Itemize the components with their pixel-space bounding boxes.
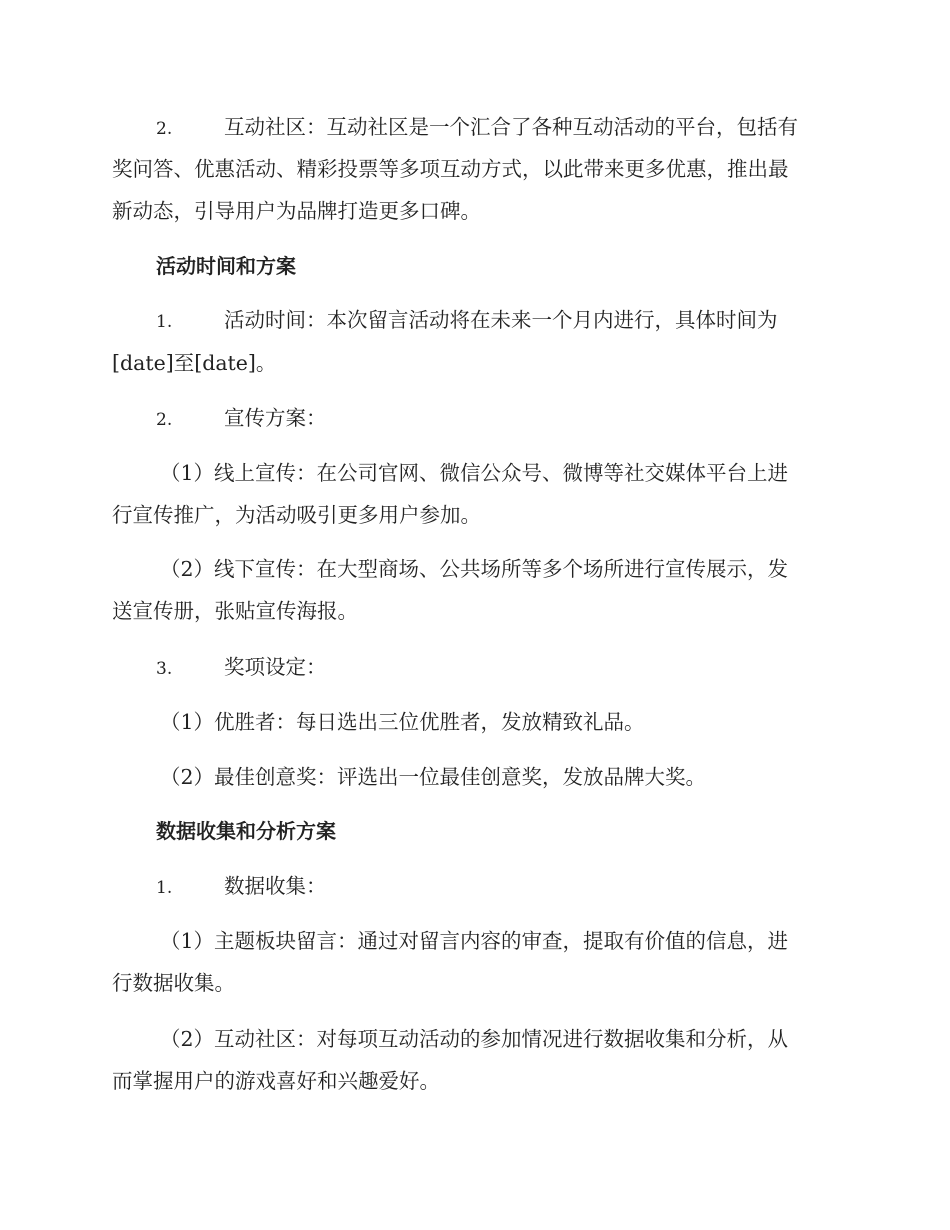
list-item-text: 数据收集：	[224, 874, 327, 898]
list-item-text: 互动社区：互动社区是一个汇合了各种互动活动的平台，包括有	[224, 115, 798, 139]
list-item	[156, 106, 838, 151]
sub-item: （2）线下宣传：在大型商场、公共场所等多个场所进行宣传展示，发	[160, 557, 789, 581]
list-item-text: 奖项设定：	[224, 655, 327, 679]
list-item-text: 活动时间：本次留言活动将在未来一个月内进行，具体时间为	[224, 308, 778, 332]
list-item	[156, 646, 838, 691]
paragraph-line: 送宣传册，张贴宣传海报。	[112, 599, 358, 623]
sub-item: （2）互动社区：对每项互动活动的参加情况进行数据收集和分析，从	[160, 1027, 789, 1051]
list-number: 1.	[156, 878, 173, 898]
list-item-text: 宣传方案：	[224, 406, 327, 430]
paragraph-line: 奖问答、优惠活动、精彩投票等多项互动方式，以此带来更多优惠，推出最	[112, 157, 789, 181]
paragraph-line: 新动态，引导用户为品牌打造更多口碑。	[112, 199, 481, 223]
sub-item: （2）最佳创意奖：评选出一位最佳创意奖，发放品牌大奖。	[160, 765, 707, 789]
paragraph-line: 行数据收集。	[112, 971, 235, 995]
list-number: 3.	[156, 659, 173, 679]
sub-item: （1）线上宣传：在公司官网、微信公众号、微博等社交媒体平台上进	[160, 461, 789, 485]
sub-item: （1）优胜者：每日选出三位优胜者，发放精致礼品。	[160, 710, 645, 734]
paragraph-line: 而掌握用户的游戏喜好和兴趣爱好。	[112, 1069, 440, 1093]
list-item	[156, 865, 838, 910]
paragraph-line: [date]至[date]。	[112, 351, 277, 375]
sub-item: （1）主题板块留言：通过对留言内容的审查，提取有价值的信息，进	[160, 929, 789, 953]
list-number: 1.	[156, 312, 173, 332]
section-heading: 活动时间和方案	[156, 254, 296, 278]
list-number: 2.	[156, 119, 173, 139]
section-heading: 数据收集和分析方案	[156, 819, 336, 843]
list-item	[156, 397, 838, 442]
list-item	[156, 299, 838, 344]
paragraph-line: 行宣传推广，为活动吸引更多用户参加。	[112, 503, 481, 527]
list-number: 2.	[156, 410, 173, 430]
